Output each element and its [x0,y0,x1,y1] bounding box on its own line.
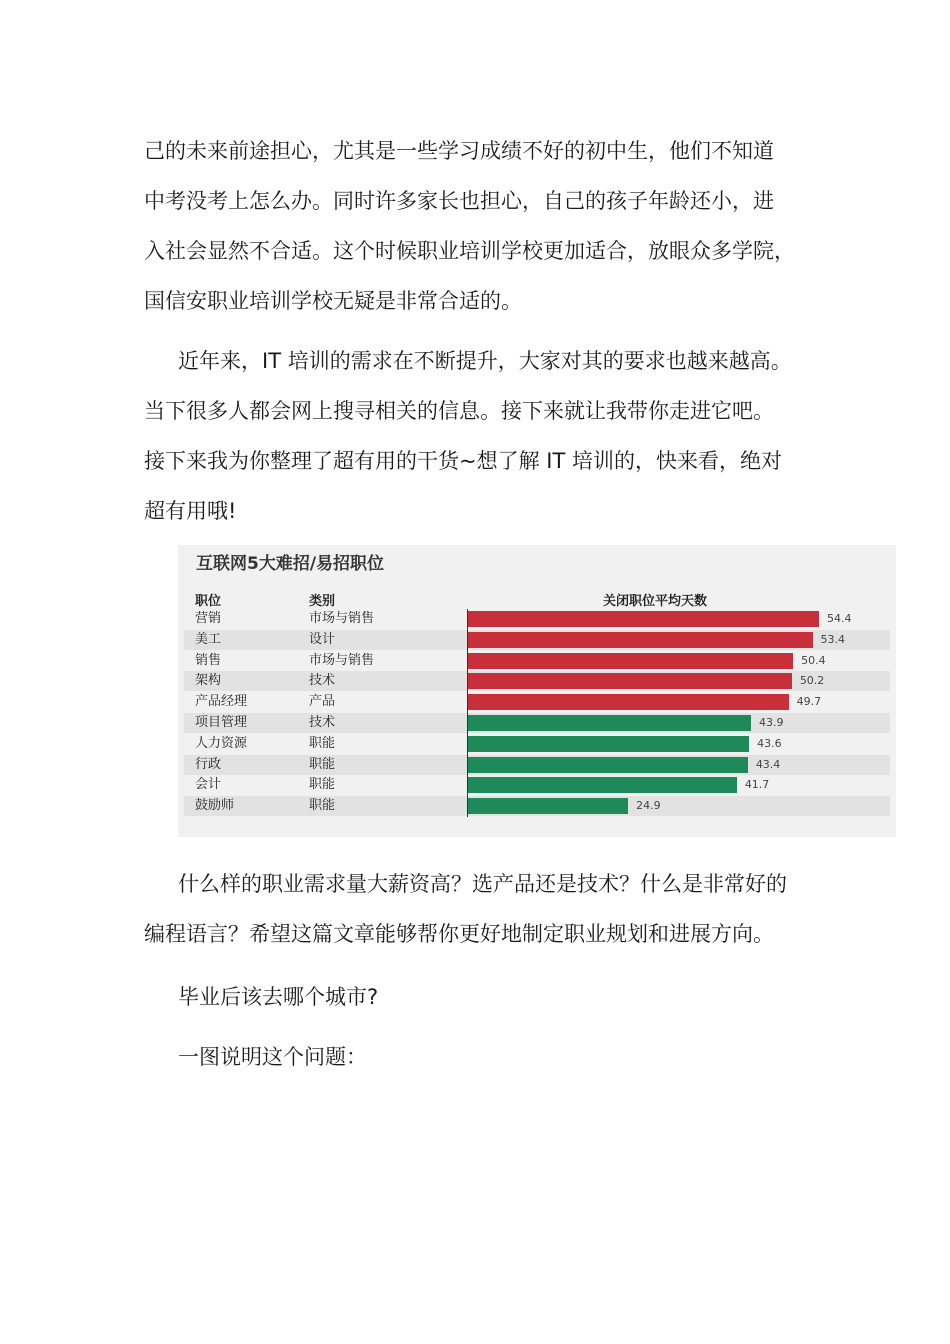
bar-value-label: 24.9 [636,799,661,813]
bar [467,777,737,793]
row-position-label: 架构 [195,673,222,689]
paragraph-line: 编程语言？希望这篇文章能够帮你更好地制定职业规划和进展方向。 [144,922,774,946]
bar [467,694,789,710]
bar-value-label: 43.4 [755,757,781,771]
bar-value-label: 53.4 [820,632,846,646]
row-category-label: 设计 [309,631,336,647]
row-category-label: 职能 [309,798,336,814]
bar-value-label: 50.2 [799,674,825,688]
paragraph-line: 接下来我为你整理了超有用的干货~想了解 IT 培训的，快来看，绝对 [144,449,782,473]
row-position-label: 产品经理 [195,694,248,710]
column-header-category: 类别 [309,594,336,609]
row-category-label: 职能 [309,735,336,751]
bar [467,673,792,689]
paragraph-line: 中考没考上怎么办。同时许多家长也担心，自己的孩子年龄还小，进 [144,189,774,213]
chart-title: 互联网5大难招/易招职位 [196,554,385,574]
row-category-label: 职能 [309,777,336,793]
paragraph-line: 国信安职业培训学校无疑是非常合适的。 [144,289,522,313]
bar [467,736,749,752]
bar [467,611,819,627]
job-bar-chart [178,545,896,837]
row-position-label: 营销 [195,611,222,626]
row-category-label: 市场与销售 [309,611,375,626]
paragraph-5: 一图说明这个问题： [178,1045,367,1069]
bar-value-label: 49.7 [796,695,822,709]
bar-value-label: 54.4 [827,612,852,625]
bar [467,757,748,773]
row-position-label: 人力资源 [195,735,248,751]
row-position-label: 项目管理 [195,715,248,730]
paragraph-line: 近年来，IT 培训的需求在不断提升，大家对其的要求也越来越高。 [178,349,792,373]
bar [467,653,793,669]
row-position-label: 鼓励师 [195,798,235,814]
bar [467,715,751,731]
bar-value-label: 43.6 [757,736,782,750]
paragraph-line: 入社会显然不合适。这个时候职业培训学校更加适合，放眼众多学院， [144,239,795,263]
row-category-label: 技术 [309,673,336,689]
row-category-label: 市场与销售 [309,652,375,668]
bar [467,798,628,814]
paragraph-line: 超有用哦! [144,499,237,523]
bar-value-label: 50.4 [801,653,826,667]
row-category-label: 职能 [309,756,336,772]
row-position-label: 美工 [195,631,222,647]
bar [467,632,813,648]
row-position-label: 行政 [195,756,222,772]
paragraph-line: 己的未来前途担心，尤其是一些学习成绩不好的初中生，他们不知道 [144,139,774,163]
chart-axis-line [467,609,468,817]
row-category-label: 产品 [309,694,336,710]
row-position-label: 销售 [195,652,222,668]
row-position-label: 会计 [195,777,222,793]
column-header-metric: 关闭职位平均天数 [603,594,708,609]
paragraph-line: 什么样的职业需求量大薪资高？选产品还是技术？什么是非常好的 [178,872,787,896]
paragraph-line: 当下很多人都会网上搜寻相关的信息。接下来就让我带你走进它吧。 [144,399,774,423]
column-header-position: 职位 [195,594,222,609]
paragraph-4: 毕业后该去哪个城市? [178,985,379,1009]
row-category-label: 技术 [309,715,336,730]
bar-value-label: 43.9 [759,716,784,729]
bar-value-label: 41.7 [744,778,770,792]
